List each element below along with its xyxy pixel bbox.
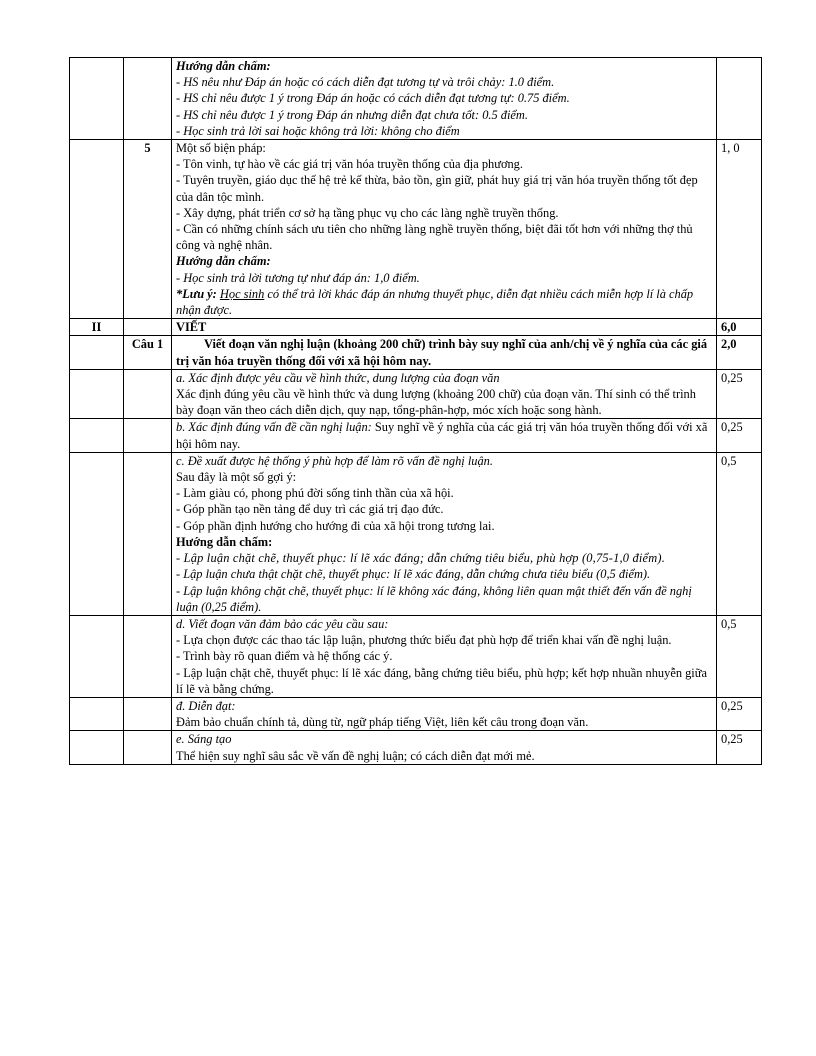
question-cell — [124, 319, 172, 336]
suggestion-intro: Sau đây là một số gợi ý: — [176, 470, 297, 485]
section-cell — [70, 336, 124, 369]
requirement-item: - Lựa chọn được các thao tác lập luận, phương thức biểu đạt phù hợp để triển khai vấn đề nghị luận. — [176, 633, 672, 648]
note-text: có thể trả lời khác đáp án nhưng thuyết phục, diễn đạt nhiều cách miễn hợp lí là chấp nhận được. — [176, 286, 694, 318]
content-cell — [172, 369, 717, 419]
question-label: Câu 1 — [124, 336, 172, 369]
question-text: Viết đoạn văn nghị luận (khoảng 200 chữ) trình bày suy nghĩ của anh/chị về ý nghĩa của các giá trị văn hóa truyền thống đối với xã hội hôm nay. — [172, 336, 717, 369]
guide-item: - HS nêu như Đáp án hoặc có cách diễn đạt tương tự và trôi chảy: 1.0 điểm. — [176, 75, 555, 90]
answer-item: - Xây dựng, phát triển cơ sở hạ tầng phục vụ cho các làng nghề truyền thống. — [176, 205, 559, 220]
guide-item: - Lập luận chưa thật chặt chẽ, thuyết phục: lí lẽ xác đáng, dẫn chứng chưa tiêu biểu (0,5 điểm). — [176, 567, 651, 582]
content-cell — [172, 697, 717, 730]
guide-item: - Lập luận không chặt chẽ, thuyết phục: lí lẽ không xác đáng, không liên quan mật thiết đến vấn đề nghị luận (0,25 điểm). — [176, 583, 692, 614]
content-cell — [172, 419, 717, 452]
section-number: II — [70, 319, 124, 336]
question-cell — [124, 58, 172, 140]
note — [176, 286, 712, 318]
answer-item: - Tuyên truyền, giáo dục thế hệ trẻ kế thừa, bảo tồn, gìn giữ, phát huy giá trị văn hóa truyền thống tốt đẹp của dân tộc mình. — [176, 173, 698, 204]
section-cell — [70, 615, 124, 697]
section-cell — [70, 140, 124, 319]
criterion-title: đ. Diễn đạt: — [176, 698, 236, 713]
guide-item: - HS chỉ nêu được 1 ý trong Đáp án hoặc có cách diễn đạt tương tự: 0.75 điểm. — [176, 91, 570, 106]
table-row — [70, 419, 762, 452]
table-row — [70, 697, 762, 730]
content-cell — [172, 140, 717, 319]
score-value: 0,25 — [717, 369, 762, 419]
criterion-title: c. Đề xuất được hệ thống ý phù hợp để làm rõ vấn đề nghị luận. — [176, 453, 493, 468]
score-value: 0,25 — [717, 731, 762, 764]
section-cell — [70, 697, 124, 730]
answer-item: - Cần có những chính sách ưu tiên cho những làng nghề truyền thống, biệt đãi tốt hơn với những thợ thủ công và nghệ nhân. — [176, 222, 693, 253]
question-cell — [124, 697, 172, 730]
suggestion-item: - Làm giàu có, phong phú đời sống tinh thần của xã hội. — [176, 486, 454, 501]
suggestion-item: - Góp phần định hướng cho hướng đi của xã hội trong tương lai. — [176, 518, 495, 533]
grading-table — [69, 57, 762, 765]
criterion-title: e. Sáng tạo — [176, 732, 232, 747]
score-value: 1, 0 — [717, 140, 762, 319]
note-label: *Lưu ý: — [176, 286, 217, 301]
question-cell — [124, 369, 172, 419]
section-cell — [70, 419, 124, 452]
table-row — [70, 140, 762, 319]
suggestion-item: - Góp phần tạo nền tảng để duy trì các giá trị đạo đức. — [176, 502, 444, 517]
table-row — [70, 319, 762, 336]
score-value: 0,5 — [717, 615, 762, 697]
criterion-text: Xác định đúng yêu cầu về hình thức và dung lượng (khoảng 200 chữ) của đoạn văn. Thí sinh có thể trình bày đoạn văn theo cách diễn dịch, quy nạp, tổng-phân-hợp, móc xích hoặc song hành. — [176, 387, 696, 418]
question-cell — [124, 615, 172, 697]
content-cell — [172, 615, 717, 697]
table-row — [70, 336, 762, 369]
score-value: 0,5 — [717, 452, 762, 615]
score-value: 0,25 — [717, 419, 762, 452]
answer-item: - Tôn vinh, tự hào về các giá trị văn hóa truyền thống của địa phương. — [176, 157, 523, 172]
criterion-text: Suy nghĩ về ý nghĩa của các giá trị văn hóa truyền thống đối với xã hội hôm nay. — [176, 420, 708, 451]
section-cell — [70, 369, 124, 419]
score-cell — [717, 58, 762, 140]
score-value: 2,0 — [717, 336, 762, 369]
score-value: 0,25 — [717, 697, 762, 730]
note-underlined: Học sinh — [219, 286, 265, 301]
guide-title: Hướng dẫn chấm: — [176, 254, 271, 269]
answer-intro: Một số biện pháp: — [176, 141, 266, 156]
requirement-item: - Trình bày rõ quan điểm và hệ thống các ý. — [176, 649, 393, 664]
section-title: VIẾT — [172, 319, 717, 336]
criterion-text: Đảm bảo chuẩn chính tả, dùng từ, ngữ pháp tiếng Việt, liên kết câu trong đoạn văn. — [176, 715, 589, 730]
question-number: 5 — [124, 140, 172, 319]
section-cell — [70, 731, 124, 764]
criterion-text: Thể hiện suy nghĩ sâu sắc về vấn đề nghị luận; có cách diễn đạt mới mẻ. — [176, 748, 535, 763]
question-cell — [124, 452, 172, 615]
guide-item: - Học sinh trả lời tương tự như đáp án: 1,0 điểm. — [176, 270, 420, 285]
question-cell — [124, 731, 172, 764]
section-cell — [70, 58, 124, 140]
guide-item: - Học sinh trả lời sai hoặc không trả lời: không cho điểm — [176, 123, 460, 138]
table-row — [70, 452, 762, 615]
section-cell — [70, 452, 124, 615]
content-cell — [172, 452, 717, 615]
guide-item: - HS chỉ nêu được 1 ý trong Đáp án nhưng diễn đạt chưa tốt: 0.5 điểm. — [176, 107, 528, 122]
criterion-title: d. Viết đoạn văn đảm bảo các yêu cầu sau: — [176, 616, 389, 631]
content-cell — [172, 58, 717, 140]
content-cell — [172, 731, 717, 764]
criterion-title: a. Xác định được yêu cầu về hình thức, dung lượng của đoạn văn — [176, 370, 500, 385]
score-value: 6,0 — [717, 319, 762, 336]
question-cell — [124, 419, 172, 452]
table-row — [70, 369, 762, 419]
guide-title: Hướng dẫn chấm: — [176, 59, 271, 73]
guide-item: - Lập luận chặt chẽ, thuyết phục: lí lẽ xác đáng; dẫn chứng tiêu biểu, phù hợp (0,75-1,0 điểm). — [176, 551, 665, 566]
table-row — [70, 731, 762, 764]
table-row — [70, 615, 762, 697]
guide-title: Hướng dẫn chấm: — [176, 534, 273, 549]
criterion-title: b. Xác định đúng vấn đề cần nghị luận: — [176, 420, 372, 435]
requirement-item: - Lập luận chặt chẽ, thuyết phục: lí lẽ xác đáng, bằng chứng tiêu biểu, phù hợp; kết hợp nhuần nhuyễn giữa lí lẽ và bằng chứng. — [176, 665, 707, 696]
table-row — [70, 58, 762, 140]
